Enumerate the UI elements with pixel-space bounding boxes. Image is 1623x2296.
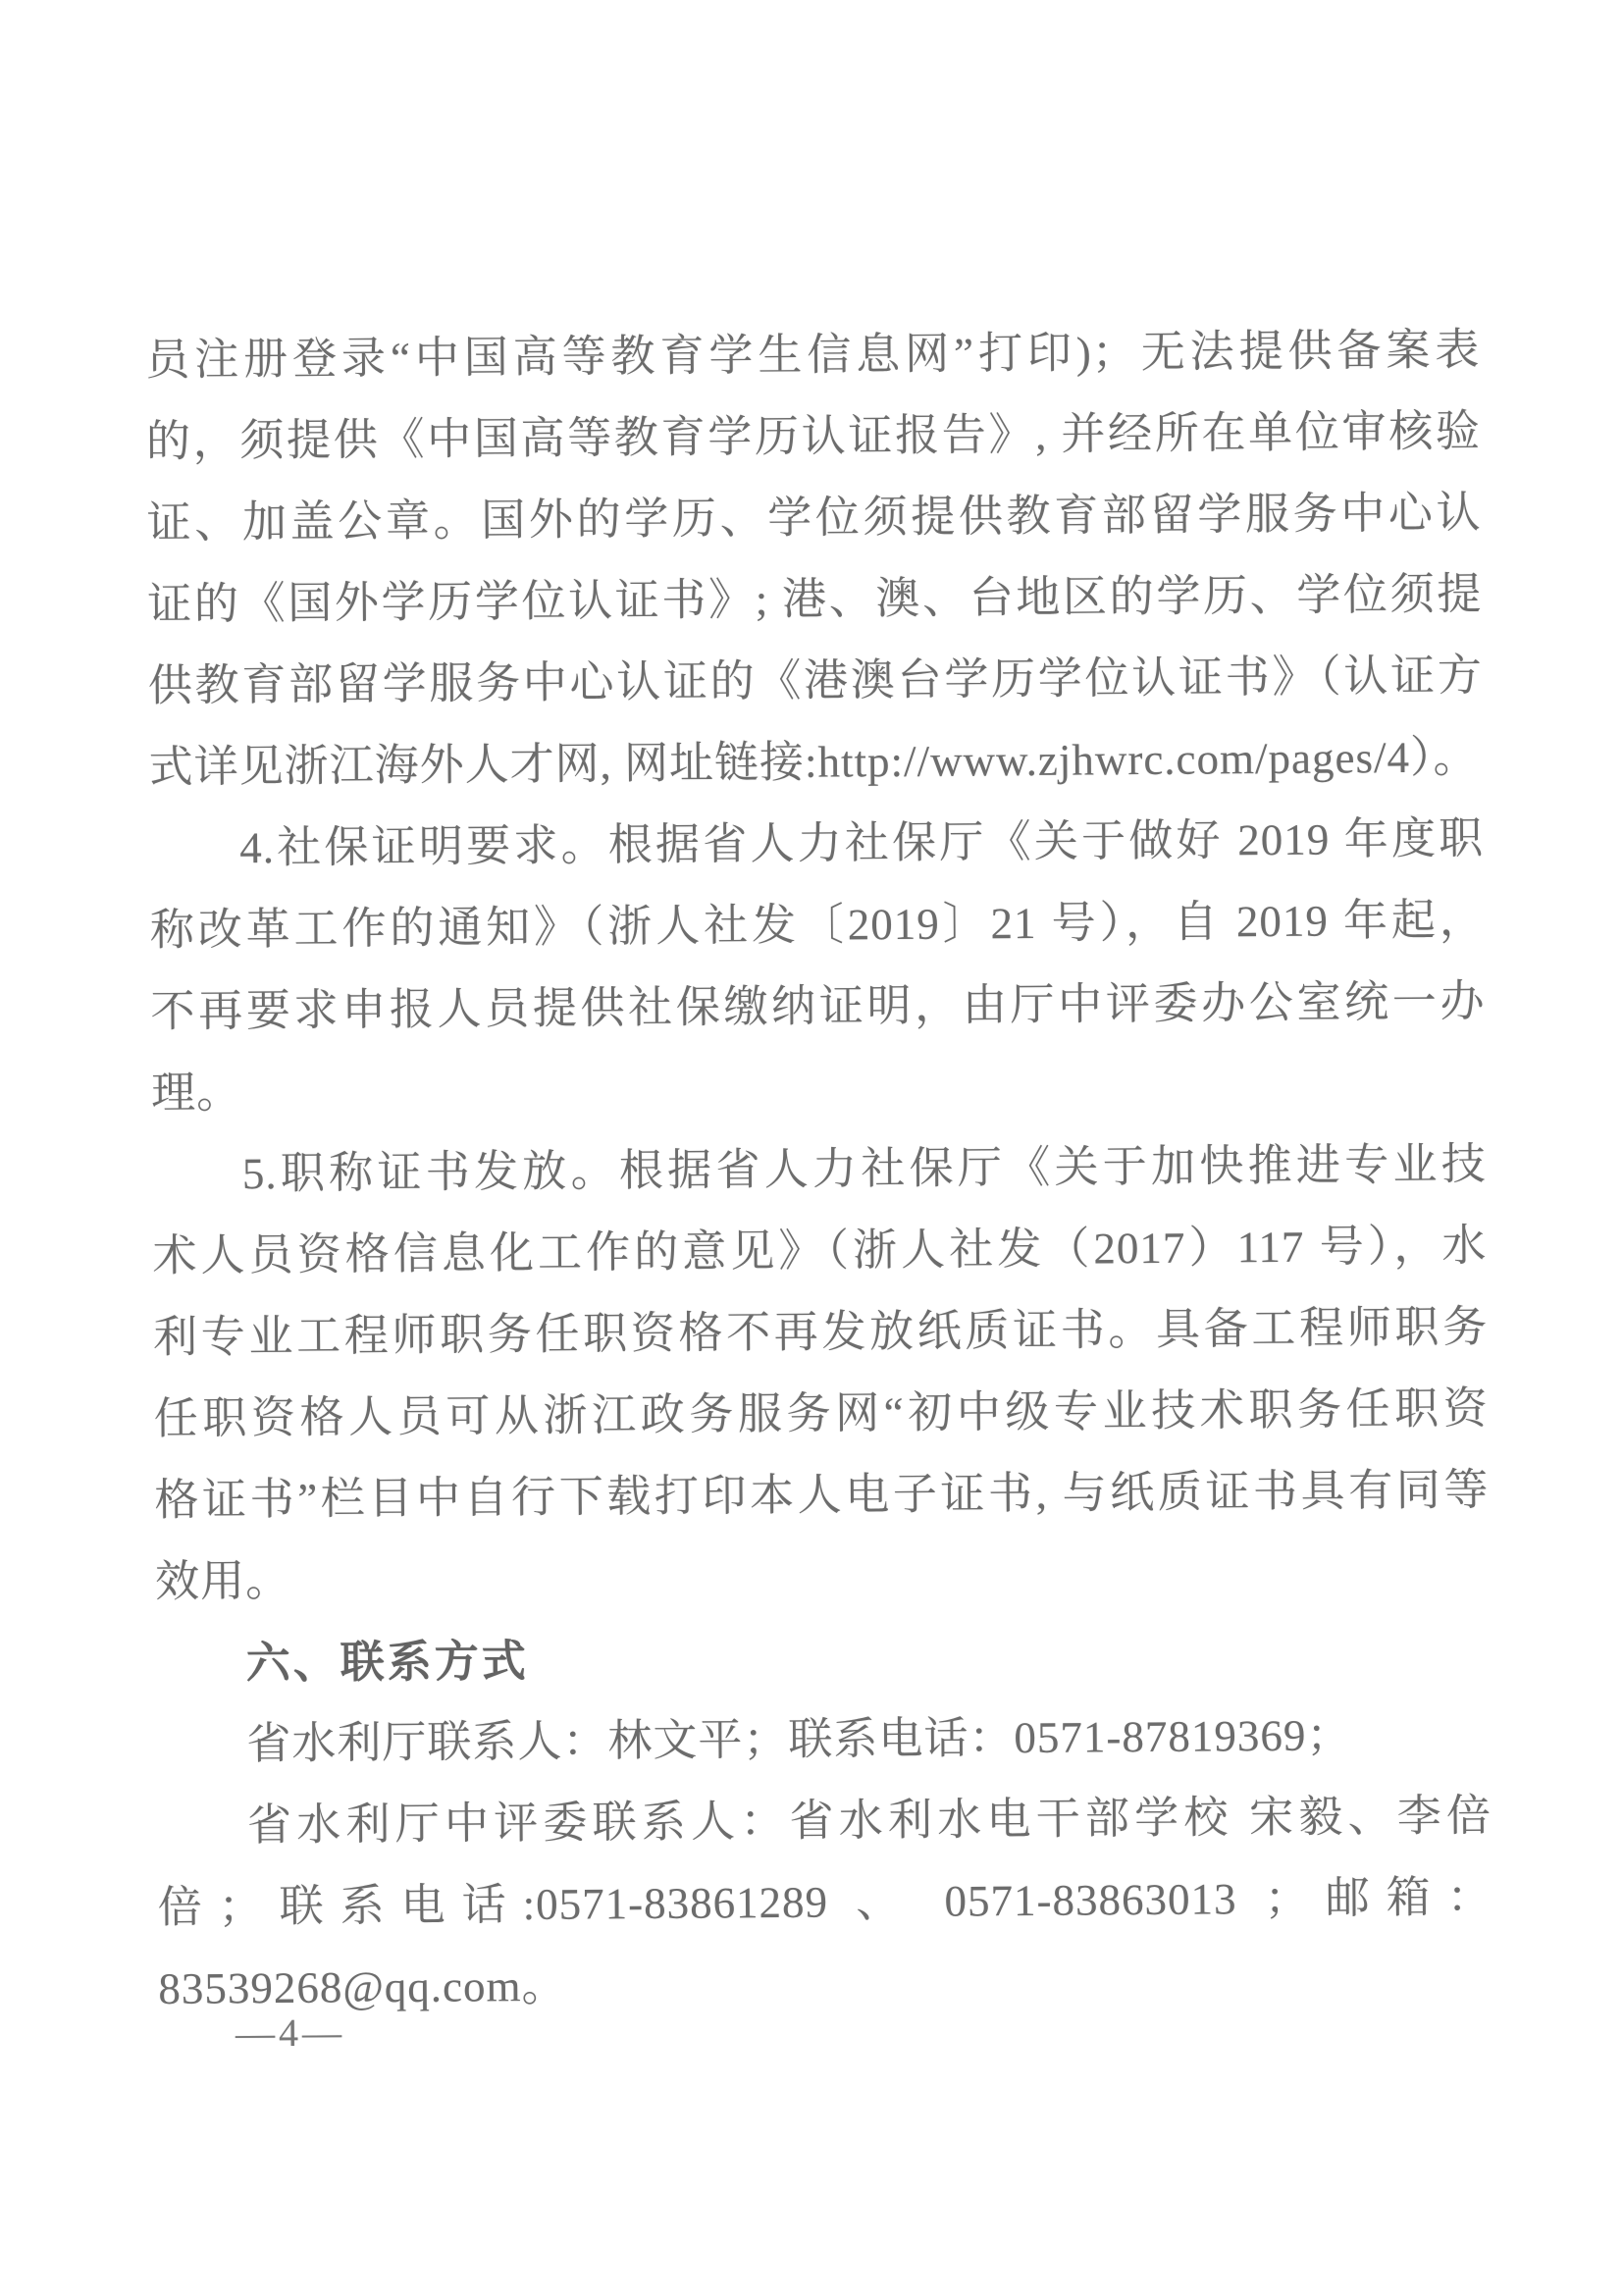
text-line: 倍；联系电话:0571-83861289 、 0571-83863013 ；邮箱： (157, 1872, 1492, 1932)
text-line: 的，须提供《中国高等教育学历认证报告》, 并经所在单位审核验 (145, 406, 1482, 466)
text-line: 效用。 (154, 1555, 291, 1606)
text-line: 5.职称证书发放。根据省人力社保厅《关于加快推进专业技 (241, 1139, 1487, 1199)
page-number: —4— (235, 2009, 346, 2056)
text-line: 理。 (150, 1068, 242, 1118)
text-line: 省水利厅联系人：林文平；联系电话：0571-87819369； (246, 1710, 1352, 1769)
text-line: 证、加盖公章。国外的学历、学位须提供教育部留学服务中心认 (146, 488, 1482, 548)
text-line: 省水利厅中评委联系人：省水利水电干部学校 宋毅、李倍 (246, 1791, 1492, 1851)
text-line: 供教育部留学服务中心认证的《港澳台学历学位认证书》（认证方 (147, 651, 1484, 710)
text-line: 利专业工程师职务任职资格不再发放纸质证书。具备工程师职务 (152, 1302, 1489, 1362)
text-line: 不再要求申报人员提供社保缴纳证明，由厅中评委办公室统一办 (150, 976, 1486, 1036)
document-body (145, 309, 1493, 2030)
text-line: 术人员资格信息化工作的意见》（浙人社发（2017）117 号），水 (152, 1221, 1488, 1280)
text-line: 员注册登录“中国高等教育学生信息网”打印)；无法提供备案表 (145, 325, 1481, 385)
text-line: 式详见浙江海外人才网, 网址链接:http://www.zjhwrc.com/pages/4）。 (148, 732, 1479, 792)
text-line: 称改革工作的通知》（浙人社发〔2019〕21 号），自 2019 年起， (149, 895, 1486, 955)
text-line: 83539268@qq.com。 (158, 1960, 567, 2013)
text-line: 任职资格人员可从浙江政务服务网“初中级专业技术职务任职资 (153, 1383, 1489, 1443)
text-line: 证的《国外学历学位认证书》; 港、澳、台地区的学历、学位须提 (147, 569, 1483, 629)
text-line: 六、联系方式 (245, 1635, 529, 1689)
text-line: 格证书”栏目中自行下载打印本人电子证书, 与纸质证书具有同等 (154, 1465, 1490, 1525)
text-line: 4.社保证明要求。根据省人力社保厅《关于做好 2019 年度职 (239, 813, 1485, 873)
